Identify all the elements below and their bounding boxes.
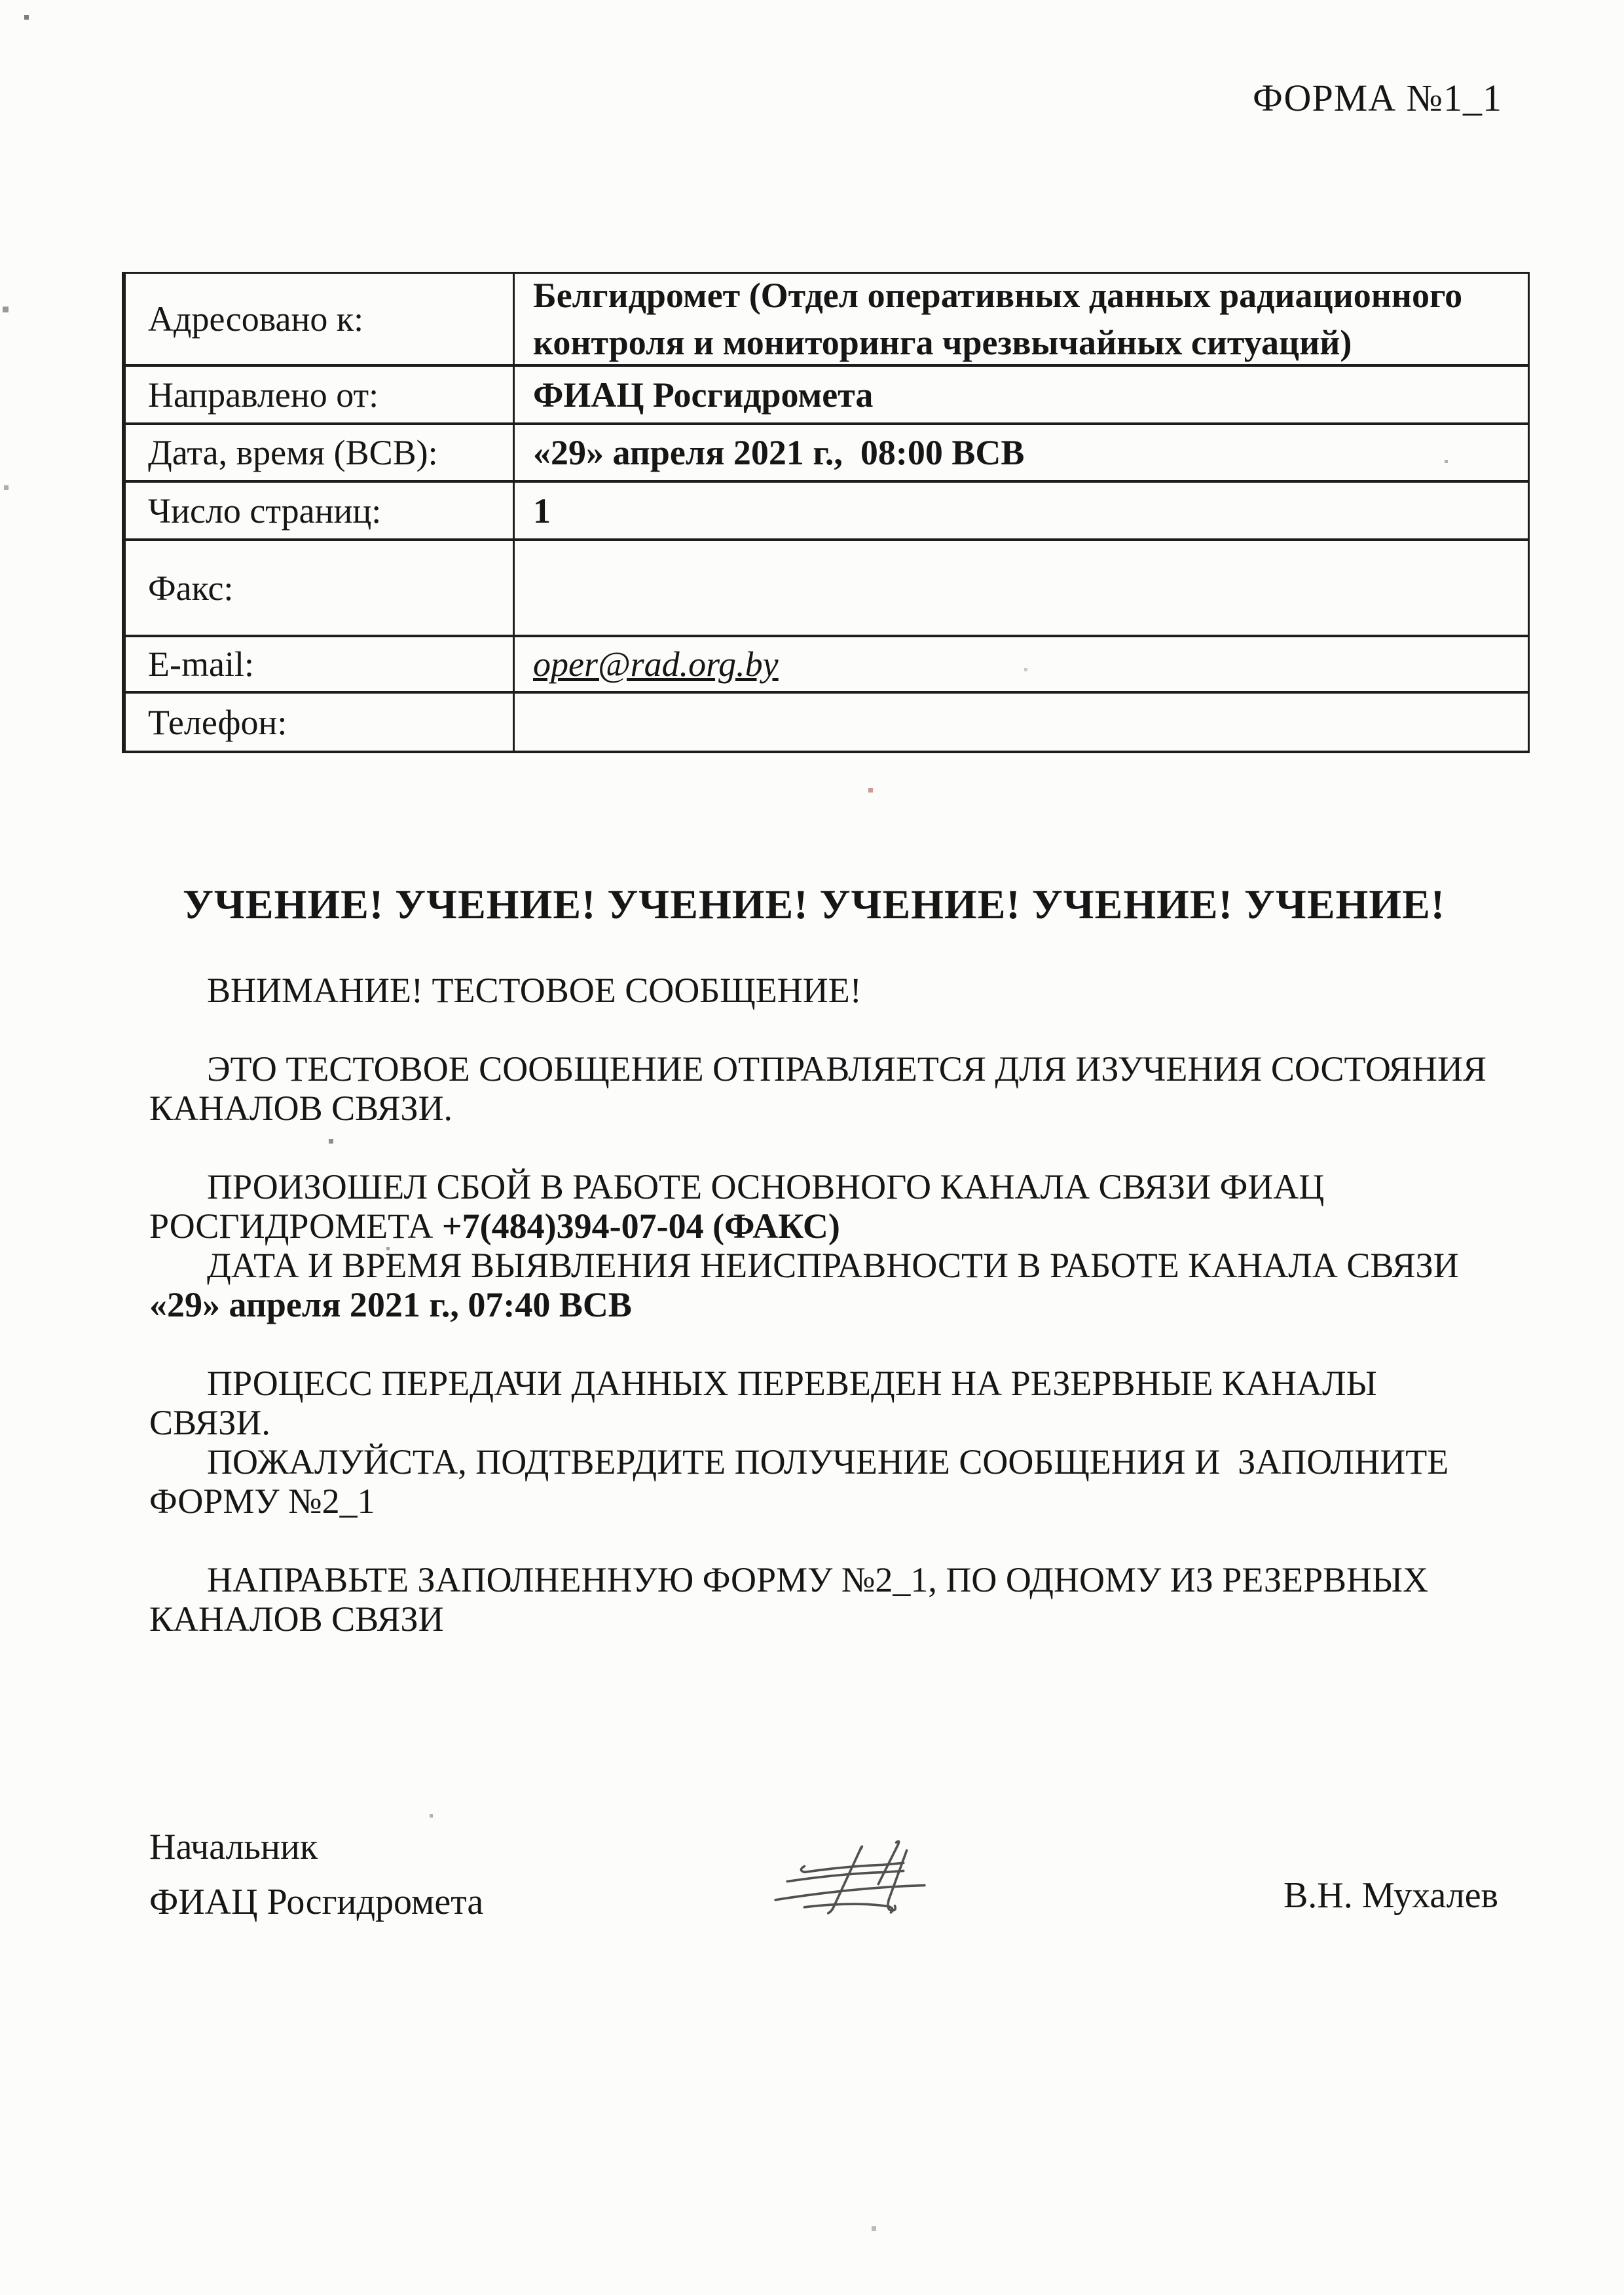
message-segment: КАНАЛОВ СВЯЗИ bbox=[149, 1599, 444, 1639]
signer-title-block bbox=[149, 1819, 483, 1930]
message-line bbox=[149, 1560, 1544, 1599]
table-row-label: Телефон: bbox=[126, 694, 515, 751]
drill-heading: УЧЕНИЕ! УЧЕНИЕ! УЧЕНИЕ! УЧЕНИЕ! УЧЕНИЕ! УЧЕНИЕ! bbox=[182, 881, 1446, 927]
message-line bbox=[149, 1089, 1544, 1128]
scan-noise-specks bbox=[0, 0, 1, 1]
message-segment: ЭТО ТЕСТОВОЕ СООБЩЕНИЕ ОТПРАВЛЯЕТСЯ ДЛЯ ИЗУЧЕНИЯ СОСТОЯНИЯ bbox=[207, 1049, 1486, 1089]
form-number-label: ФОРМА №1_1 bbox=[1253, 77, 1502, 119]
message-segment-bold: «29» апреля 2021 г., 07:40 ВСВ bbox=[149, 1285, 632, 1324]
table-row-label: E-mail: bbox=[126, 637, 515, 691]
table-row bbox=[126, 274, 1528, 367]
handwritten-signature-icon bbox=[767, 1834, 932, 1923]
message-line bbox=[149, 971, 1544, 1010]
message-line bbox=[149, 1482, 1544, 1521]
message-segment: ФОРМУ №2_1 bbox=[149, 1482, 375, 1521]
message-line bbox=[149, 1285, 1544, 1324]
table-row-value: ФИАЦ Росгидромета bbox=[533, 375, 874, 415]
table-row-label: Направлено от: bbox=[126, 367, 515, 422]
table-row-label: Факс: bbox=[126, 541, 515, 635]
message-blank-line bbox=[149, 1010, 1544, 1049]
message-line bbox=[149, 1599, 1544, 1639]
message-line bbox=[149, 1246, 1544, 1285]
table-row-value: 1 bbox=[533, 491, 551, 531]
message-blank-line bbox=[149, 1128, 1544, 1167]
message-segment: ПРОИЗОШЕЛ СБОЙ В РАБОТЕ ОСНОВНОГО КАНАЛА СВЯЗИ ФИАЦ bbox=[207, 1167, 1325, 1206]
message-line bbox=[149, 1167, 1544, 1206]
message-segment: НАПРАВЬТЕ ЗАПОЛНЕННУЮ ФОРМУ №2_1, ПО ОДНОМУ ИЗ РЕЗЕРВНЫХ bbox=[207, 1560, 1429, 1599]
message-segment: ДАТА И ВРЕМЯ ВЫЯВЛЕНИЯ НЕИСПРАВНОСТИ В РАБОТЕ КАНАЛА СВЯЗИ bbox=[207, 1246, 1459, 1285]
table-row bbox=[126, 483, 1528, 541]
table-row-label: Число страниц: bbox=[126, 483, 515, 538]
table-row bbox=[126, 367, 1528, 425]
message-segment-bold: +7(484)394-07-04 (ФАКС) bbox=[441, 1206, 840, 1246]
signer-title-line1: Начальник bbox=[149, 1827, 318, 1867]
table-row bbox=[126, 541, 1528, 637]
message-segment: ПРОЦЕСС ПЕРЕДАЧИ ДАННЫХ ПЕРЕВЕДЕН НА РЕЗЕРВНЫЕ КАНАЛЫ bbox=[207, 1364, 1377, 1403]
message-line bbox=[149, 1049, 1544, 1089]
table-row bbox=[126, 425, 1528, 483]
message-segment: ПОЖАЛУЙСТА, ПОДТВЕРДИТЕ ПОЛУЧЕНИЕ СООБЩЕНИЯ И ЗАПОЛНИТЕ bbox=[207, 1442, 1449, 1482]
routing-header-table bbox=[122, 272, 1530, 753]
message-segment: СВЯЗИ. bbox=[149, 1403, 270, 1442]
message-blank-line bbox=[149, 1324, 1544, 1364]
message-body bbox=[149, 971, 1544, 1639]
table-row-label: Дата, время (ВСВ): bbox=[126, 425, 515, 480]
message-segment: ВНИМАНИЕ! ТЕСТОВОЕ СООБЩЕНИЕ! bbox=[207, 971, 862, 1010]
message-line bbox=[149, 1442, 1544, 1482]
table-row-value: oper@rad.org.by bbox=[533, 644, 779, 684]
message-line bbox=[149, 1403, 1544, 1442]
message-segment: РОСГИДРОМЕТА bbox=[149, 1206, 442, 1246]
table-row bbox=[126, 637, 1528, 694]
signer-title-line2: ФИАЦ Росгидромета bbox=[149, 1882, 484, 1922]
message-blank-line bbox=[149, 1521, 1544, 1560]
message-line bbox=[149, 1364, 1544, 1403]
table-row-value: «29» апреля 2021 г., 08:00 ВСВ bbox=[533, 433, 1025, 472]
table-row bbox=[126, 694, 1528, 751]
table-row-value: Белгидромет (Отдел оперативных данных радиационного контроля и мониторинга чрезвычайных ситуаций) bbox=[533, 276, 1463, 362]
message-segment: КАНАЛОВ СВЯЗИ. bbox=[149, 1089, 453, 1128]
message-line bbox=[149, 1206, 1544, 1246]
table-row-label: Адресовано к: bbox=[126, 274, 515, 364]
signer-name: В.Н. Мухалев bbox=[1283, 1875, 1498, 1916]
